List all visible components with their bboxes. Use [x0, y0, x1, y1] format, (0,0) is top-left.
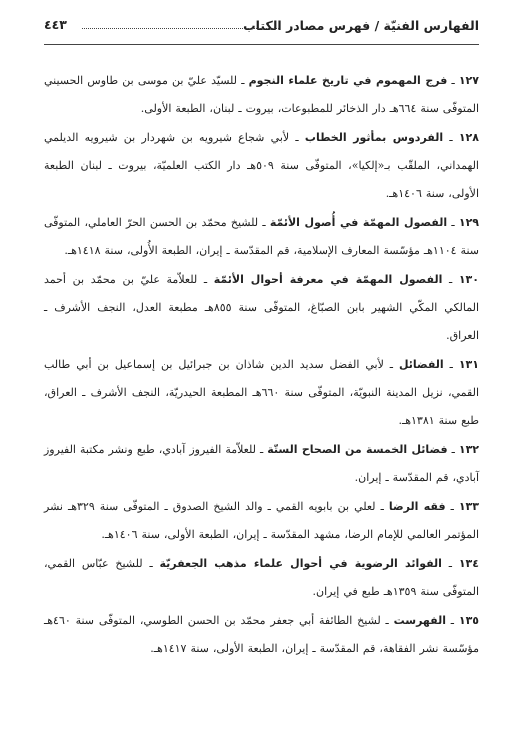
entry-text: لشيخ الطائفة أبي جعفر محمّد بن الحسن الطوسي، المتوفّى سنة ٤٦٠هـ مؤسّسة نشر الفقاهة، قم المقدّسة ـ إيران، الطبعة الأولى، سنة ١٤١٧هـ.: [44, 614, 479, 655]
entry-number: ١٣٥: [458, 614, 480, 627]
entry-title: الفردوس بمأثور الخطاب: [304, 131, 444, 144]
entry-text: لأبي الفضل سديد الدين شاذان بن جبرائيل بن إسماعيل بن أبي طالب القمي، نزيل المدينة النبويّة، المتوفّى سنة ٦٦٠هـ المطبعة الحيدريّة، النجف الأشرف ـ العراق، طبع سنة ١٣٨١هـ.: [44, 358, 479, 427]
bibliography-entry: ١٢٩ ـ الفصول المهمّة في أُصول الأئمّة ـ للشيخ محمّد بن الحسن الحرّ العاملي، المتوفّى سنة ١١٠٤هـ مؤسّسة المعارف الإسلامية، قم المقدّسة ـ إيران، الطبعة الأُولى، سنة ١٤١٨هـ.: [44, 216, 480, 257]
bibliography-entry: ١٣٥ ـ الفهرست ـ لشيخ الطائفة أبي جعفر محمّد بن الحسن الطوسي، المتوفّى سنة ٤٦٠هـ مؤسّسة نشر الفقاهة، قم المقدّسة ـ إيران، الطبعة الأولى، سنة ١٤١٧هـ.: [44, 614, 480, 655]
entry-number: ١٣٤: [458, 557, 479, 570]
bibliography-entry: ١٢٧ ـ فرج المهموم في تاريخ علماء النجوم ـ للسيّد عليّ بن موسى بن طاوس الحسيني المتوفّى سنة ٦٦٤هـ دار الذخائر للمطبوعات، بيروت ـ لبنان، الطبعة الأولى.: [44, 74, 479, 115]
entry-title: الفصول المهمّة في معرفة أحوال الأئمّة: [213, 273, 443, 286]
entry-number: ١٢٩: [458, 216, 480, 229]
entry-text: للشيخ محمّد بن الحسن الحرّ العاملي، المتوفّى سنة ١١٠٤هـ مؤسّسة المعارف الإسلامية، قم المقدّسة ـ إيران، الطبعة الأُولى، سنة ١٤١٨هـ.: [44, 216, 479, 257]
entry-text: لعلي بن بابويه القمي ـ والد الشيخ الصدوق ـ المتوفّى سنة ٣٢٩هـ نشر المؤتمر العالمي للإمام الرضا، مشهد المقدّسة ـ إيران، الطبعة الأولى، سنة ١٤٠٦هـ.: [44, 500, 479, 541]
entry-number: ١٢٧: [458, 74, 479, 87]
page-header: [44, 0, 479, 45]
bibliography-entry: ١٣٣ ـ فقه الرضا ـ لعلي بن بابويه القمي ـ والد الشيخ الصدوق ـ المتوفّى سنة ٣٢٩هـ نشر المؤتمر العالمي للإمام الرضا، مشهد المقدّسة ـ إيران، الطبعة الأولى، سنة ١٤٠٦هـ.: [44, 500, 479, 541]
entry-number: ١٣٠: [458, 273, 479, 286]
page: [44, 0, 479, 664]
entry-title: فضائل الخمسة من الصحاح الستّة: [267, 443, 448, 456]
entry-text: للعلاّمة عليّ بن محمّد بن أحمد المالكي المكّي الشهير بابن الصبّاغ، المتوفّى سنة ٨٥٥هـ مطبعة العدل، النجف الأشرف ـ العراق.: [44, 273, 479, 342]
bibliography-entry: ١٣١ ـ الفضائل ـ لأبي الفضل سديد الدين شاذان بن جبرائيل بن إسماعيل بن أبي طالب القمي، نزيل المدينة النبويّة، المتوفّى سنة ٦٦٠هـ المطبعة الحيدريّة، النجف الأشرف ـ العراق، طبع سنة ١٣٨١هـ.: [44, 358, 479, 427]
entry-text: للعلاّمة الفيروز آبادي، طبع ونشر مكتبة الفيروز آبادي، قم المقدّسة ـ إيران.: [44, 443, 479, 484]
entry-number: ١٣٢: [458, 443, 480, 456]
entry-title: الفهرست: [393, 614, 446, 627]
page-number: ٤٤٣: [44, 17, 67, 32]
entry-number: ١٣٣: [458, 500, 479, 513]
bibliography-entry: ١٣٤ ـ الفوائد الرضوية في أحوال علماء مذهب الجعفريّة ـ للشيخ عبّاس القمي، المتوفّى سنة ١٣٥٩هـ طبع في إيران.: [44, 557, 479, 598]
entry-title: فقه الرضا: [388, 500, 446, 513]
header-dot-leader: [82, 28, 279, 29]
bibliography-entry: ١٢٨ ـ الفردوس بمأثور الخطاب ـ لأبي شجاع شيرويه بن شهردار بن شيرويه الديلمي الهمداني، الملقّب بـ«إلكيا»، المتوفّى سنة ٥٠٩هـ دار الكتب العلميّة، بيروت ـ لبنان الطبعة الأولى، سنة ١٤٠٦هـ.: [44, 131, 479, 200]
bibliography-list: [44, 45, 479, 663]
entry-text: للشيخ عبّاس القمي، المتوفّى سنة ١٣٥٩هـ طبع في إيران.: [44, 557, 479, 598]
entry-title: الفصول المهمّة في أُصول الأئمّة: [269, 216, 448, 229]
entry-title: الفضائل: [398, 358, 444, 371]
entry-text: لأبي شجاع شيرويه بن شهردار بن شيرويه الديلمي الهمداني، الملقّب بـ«إلكيا»، المتوفّى سنة ٥٠٩هـ دار الكتب العلميّة، بيروت ـ لبنان الطبعة الأولى، سنة ١٤٠٦هـ.: [44, 131, 479, 200]
entry-title: الفوائد الرضوية في أحوال علماء مذهب الجعفريّة: [159, 557, 442, 570]
running-title: الفهارس الفنيّة / فهرس مصادر الكتاب: [243, 18, 479, 33]
bibliography-entry: ١٣٢ ـ فضائل الخمسة من الصحاح الستّة ـ للعلاّمة الفيروز آبادي، طبع ونشر مكتبة الفيروز آبادي، قم المقدّسة ـ إيران.: [44, 443, 480, 484]
entry-text: للسيّد عليّ بن موسى بن طاوس الحسيني المتوفّى سنة ٦٦٤هـ دار الذخائر للمطبوعات، بيروت ـ لبنان، الطبعة الأولى.: [44, 74, 479, 115]
bibliography-entry: ١٣٠ ـ الفصول المهمّة في معرفة أحوال الأئمّة ـ للعلاّمة عليّ بن محمّد بن أحمد المالكي المكّي الشهير بابن الصبّاغ، المتوفّى سنة ٨٥٥هـ مطبعة العدل، النجف الأشرف ـ العراق.: [44, 273, 479, 342]
entry-number: ١٣١: [458, 358, 479, 371]
entry-number: ١٢٨: [458, 131, 479, 144]
entry-title: فرج المهموم في تاريخ علماء النجوم: [248, 74, 448, 87]
